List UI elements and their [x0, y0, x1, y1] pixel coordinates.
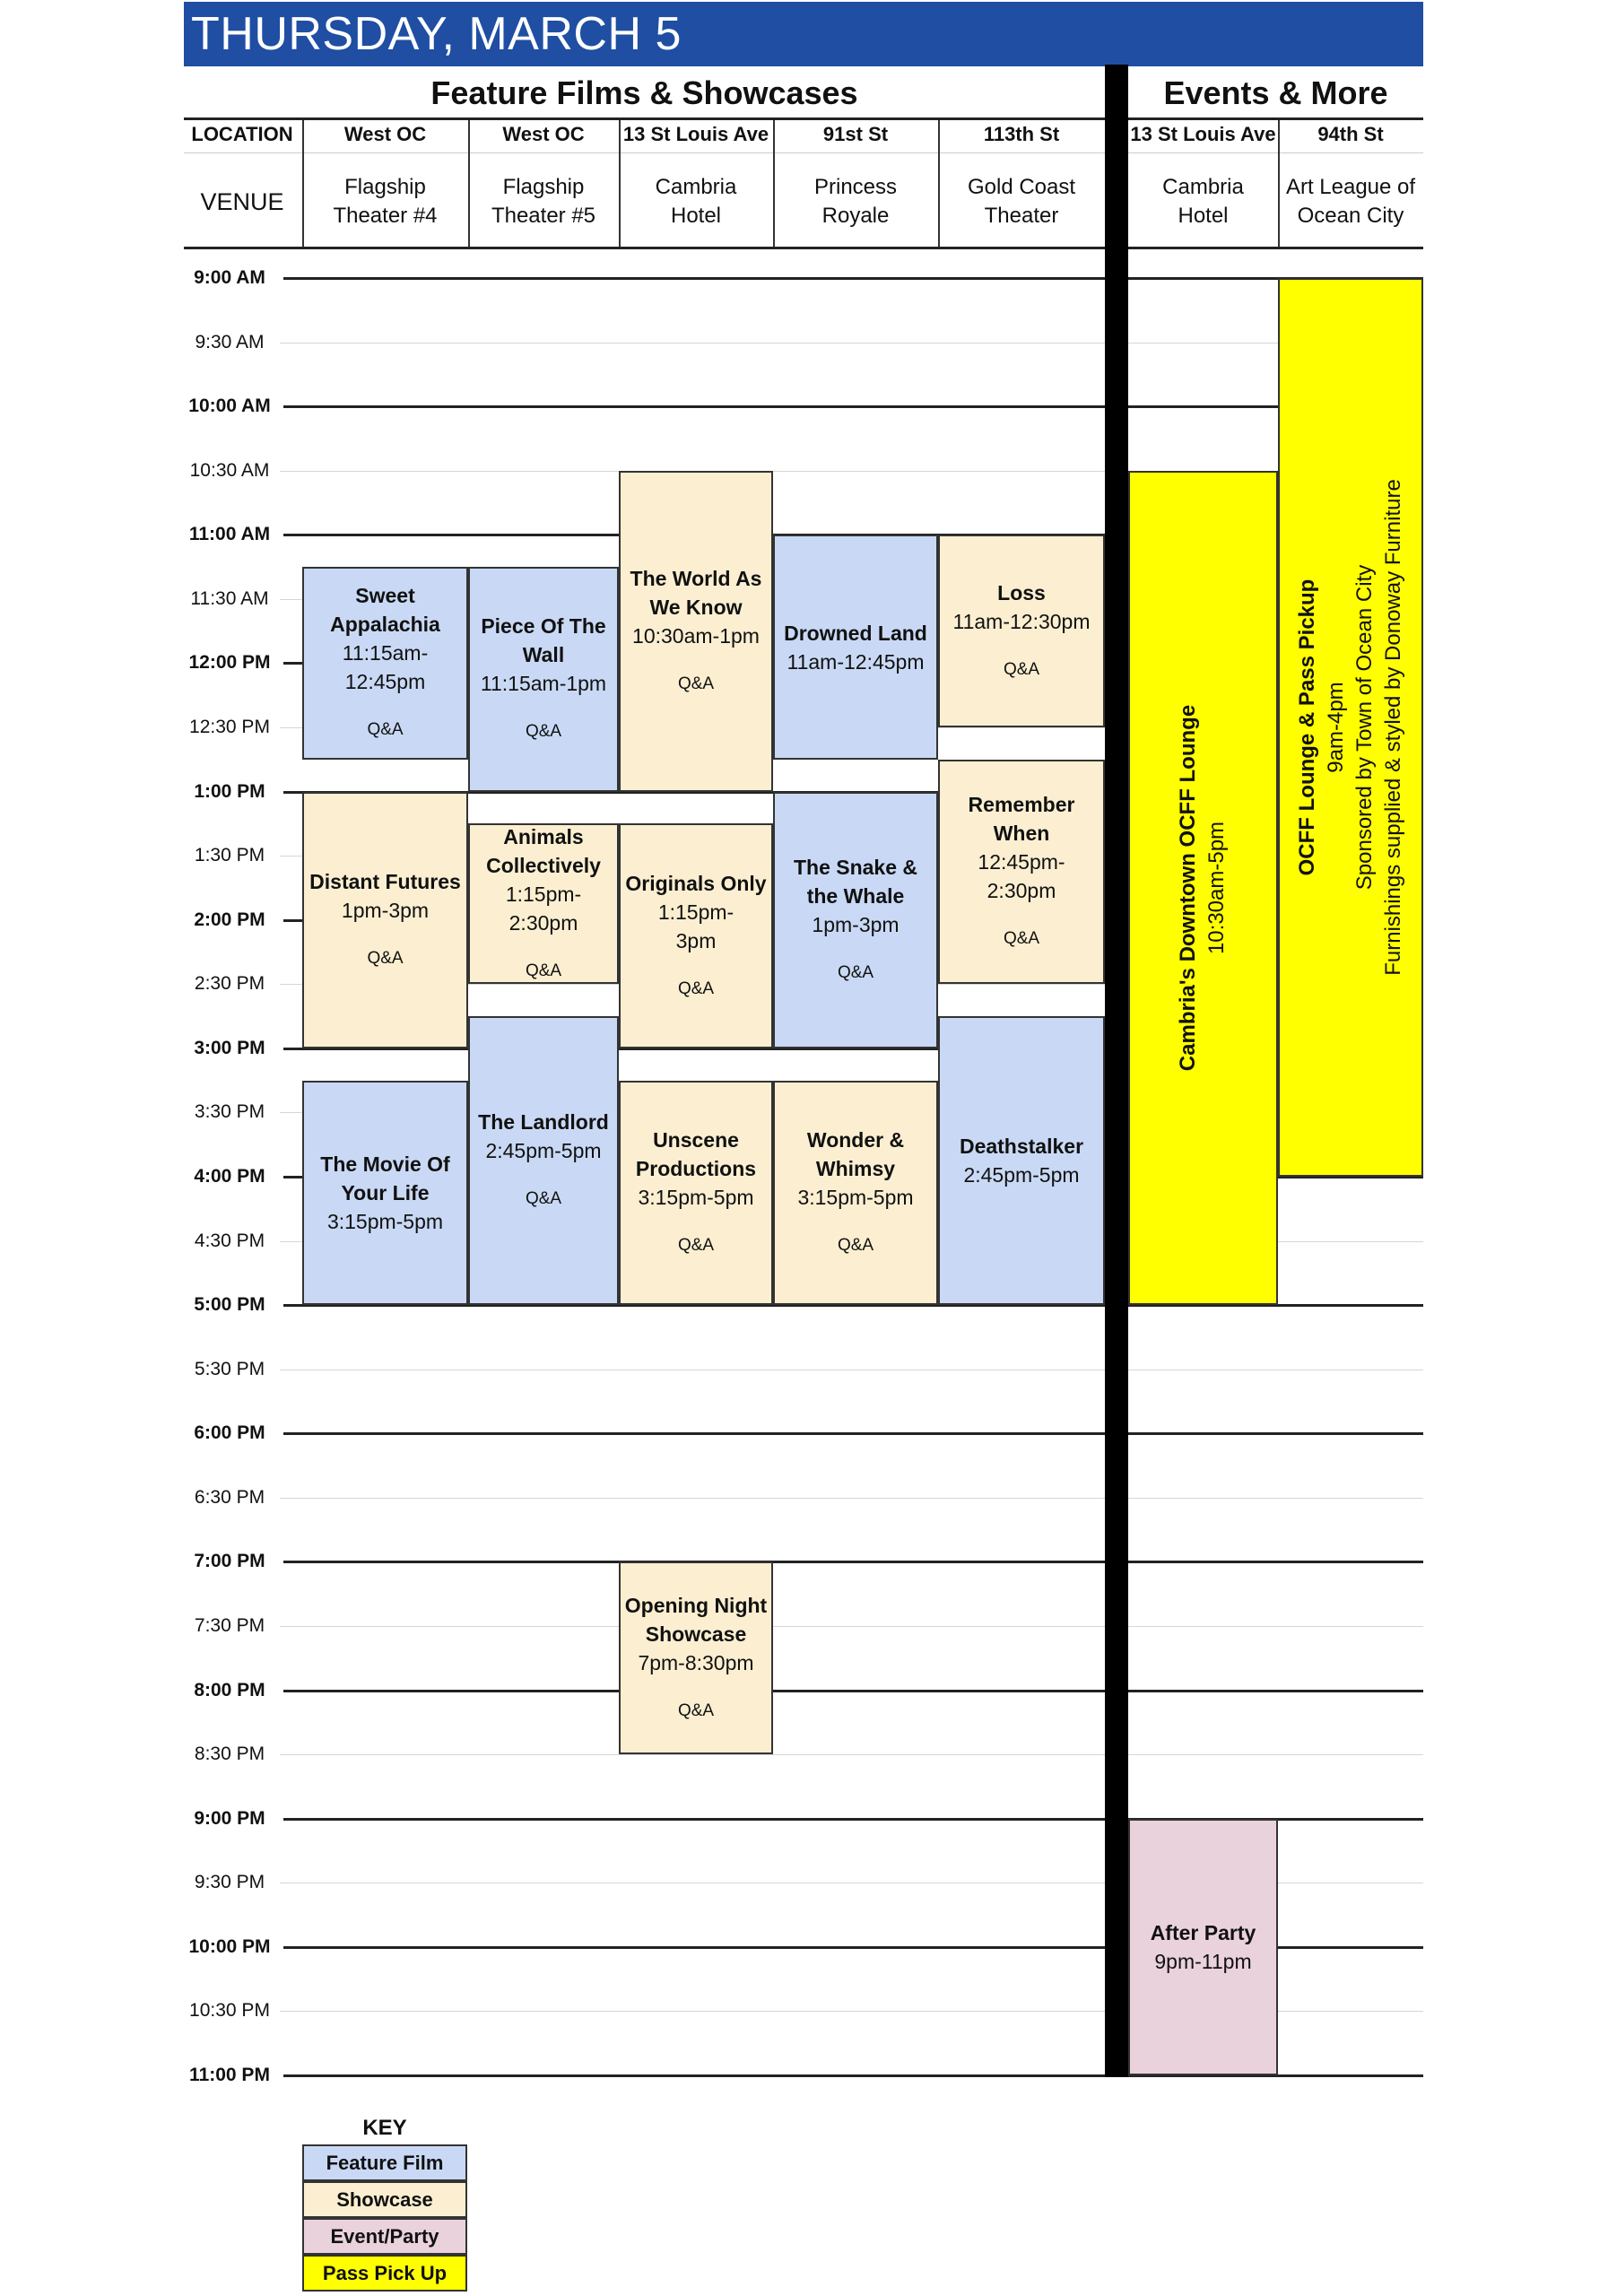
- location-header: West OC: [502, 123, 585, 145]
- venue-header: Art League of Ocean City: [1285, 175, 1416, 228]
- time-label: 12:30 PM: [189, 716, 270, 737]
- location-header: 13 St Louis Ave: [1130, 123, 1276, 145]
- section-title-films: Feature Films & Showcases: [430, 74, 858, 111]
- time-label: 9:00 AM: [194, 267, 265, 288]
- time-label: 10:30 AM: [189, 459, 270, 481]
- time-label: 3:30 PM: [194, 1101, 265, 1123]
- pass-pickup-text: OCFF Lounge & Pass Pickup 9am-4pm Sponsored by Town of Ocean City Furnishings supplied & styled by Donoway Furniture: [1295, 479, 1406, 976]
- showcase-block[interactable]: Opening Night Showcase 7pm-8:30pm Q&A: [619, 1561, 773, 1754]
- time-label: 11:00 PM: [189, 2064, 270, 2085]
- venue-header: Princess Royale: [813, 175, 898, 228]
- time-label: 5:00 PM: [194, 1294, 265, 1316]
- section-title-events: Events & More: [1163, 74, 1388, 111]
- half-hour-line: [280, 1626, 1423, 1627]
- time-label: 11:30 AM: [190, 587, 269, 609]
- time-label: 7:00 PM: [194, 1551, 265, 1572]
- showcase-block[interactable]: Loss 11am-12:30pm Q&A: [938, 535, 1105, 727]
- film-block[interactable]: Piece Of The Wall 11:15am-1pm Q&A: [468, 567, 619, 791]
- film-block[interactable]: Drowned Land 11am-12:45pm: [773, 535, 938, 759]
- time-label: 11:00 AM: [188, 524, 271, 545]
- time-label: 10:30 PM: [189, 2000, 270, 2022]
- showcase-block[interactable]: Unscene Productions 3:15pm-5pm Q&A: [619, 1081, 773, 1305]
- time-label: 9:30 PM: [194, 1872, 265, 1893]
- header-divider: [1128, 247, 1423, 249]
- hour-line: [283, 405, 1423, 408]
- half-hour-line: [280, 1498, 1423, 1499]
- key-item-event: Event/Party: [302, 2218, 467, 2255]
- pass-pickup-block[interactable]: [1278, 278, 1423, 1177]
- showcase-block[interactable]: Distant Futures 1pm-3pm Q&A: [302, 792, 468, 1048]
- hour-line: [283, 1561, 1423, 1563]
- hour-line: [283, 1690, 1423, 1692]
- location-header: West OC: [343, 123, 427, 145]
- time-label: 10:00 PM: [188, 1935, 271, 1957]
- hour-line: [283, 277, 1423, 280]
- time-label: 4:00 PM: [194, 1165, 265, 1187]
- time-label: 2:00 PM: [194, 909, 265, 930]
- showcase-block[interactable]: Animals Collectively 1:15pm- 2:30pm Q&A: [468, 823, 619, 984]
- venue-row-label: VENUE: [200, 188, 284, 215]
- showcase-block[interactable]: Wonder & Whimsy 3:15pm-5pm Q&A: [773, 1081, 938, 1305]
- time-label: 9:30 AM: [195, 331, 265, 352]
- location-header: 13 St Louis Ave: [622, 123, 769, 145]
- time-label: 4:30 PM: [194, 1230, 265, 1251]
- section-divider: [1105, 65, 1128, 2077]
- key-item-film: Feature Film: [302, 2144, 467, 2181]
- time-label: 1:00 PM: [194, 780, 265, 802]
- showcase-block[interactable]: The World As We Know 10:30am-1pm Q&A: [619, 471, 773, 792]
- time-label: 10:00 AM: [188, 396, 271, 417]
- half-hour-line: [280, 1754, 1423, 1755]
- header-divider: [184, 247, 1105, 249]
- pass-pickup-text: Cambria's Downtown OCFF Lounge 10:30am-5pm: [1176, 704, 1230, 1072]
- time-label: 8:00 PM: [194, 1679, 265, 1700]
- showcase-block[interactable]: Originals Only 1:15pm- 3pm Q&A: [619, 823, 773, 1048]
- time-label: 7:30 PM: [194, 1614, 265, 1636]
- venue-header: Gold Coast Theater: [967, 175, 1076, 228]
- time-label: 12:00 PM: [188, 652, 271, 674]
- time-label: 6:00 PM: [194, 1422, 265, 1444]
- pass-pickup-block[interactable]: [1128, 471, 1278, 1305]
- film-block[interactable]: The Snake & the Whale 1pm-3pm Q&A: [773, 792, 938, 1048]
- hour-line: [283, 1432, 1423, 1435]
- film-block[interactable]: Sweet Appalachia 11:15am- 12:45pm Q&A: [302, 567, 468, 760]
- venue-header: Flagship Theater #4: [333, 175, 438, 228]
- time-label: 9:00 PM: [194, 1807, 265, 1829]
- key-item-pickup: Pass Pick Up: [302, 2255, 467, 2292]
- showcase-block[interactable]: Remember When 12:45pm- 2:30pm Q&A: [938, 760, 1105, 984]
- time-label: 1:30 PM: [194, 845, 265, 866]
- film-block[interactable]: The Landlord 2:45pm-5pm Q&A: [468, 1016, 619, 1305]
- key-item-showcase: Showcase: [302, 2181, 467, 2218]
- film-block[interactable]: Deathstalker 2:45pm-5pm: [938, 1016, 1105, 1305]
- event-block[interactable]: After Party 9pm-11pm: [1128, 1819, 1278, 2075]
- time-label: 8:30 PM: [194, 1744, 265, 1765]
- half-hour-line: [280, 343, 1423, 344]
- key-title: KEY: [362, 2116, 407, 2140]
- location-header: 113th St: [983, 123, 1060, 145]
- time-label: 6:30 PM: [194, 1486, 265, 1508]
- time-label: 5:30 PM: [194, 1358, 265, 1379]
- venue-header: Cambria Hotel: [1162, 175, 1244, 228]
- time-label: 2:30 PM: [194, 973, 265, 995]
- venue-header: Flagship Theater #5: [491, 175, 596, 228]
- location-header: 91st St: [822, 123, 889, 145]
- venue-header: Cambria Hotel: [655, 175, 737, 228]
- film-block[interactable]: The Movie Of Your Life 3:15pm-5pm: [302, 1081, 468, 1305]
- location-header: 94th St: [1317, 123, 1384, 145]
- location-row-label: LOCATION: [191, 123, 293, 145]
- page-title: THURSDAY, MARCH 5: [184, 2, 1423, 66]
- time-label: 3:00 PM: [194, 1037, 265, 1058]
